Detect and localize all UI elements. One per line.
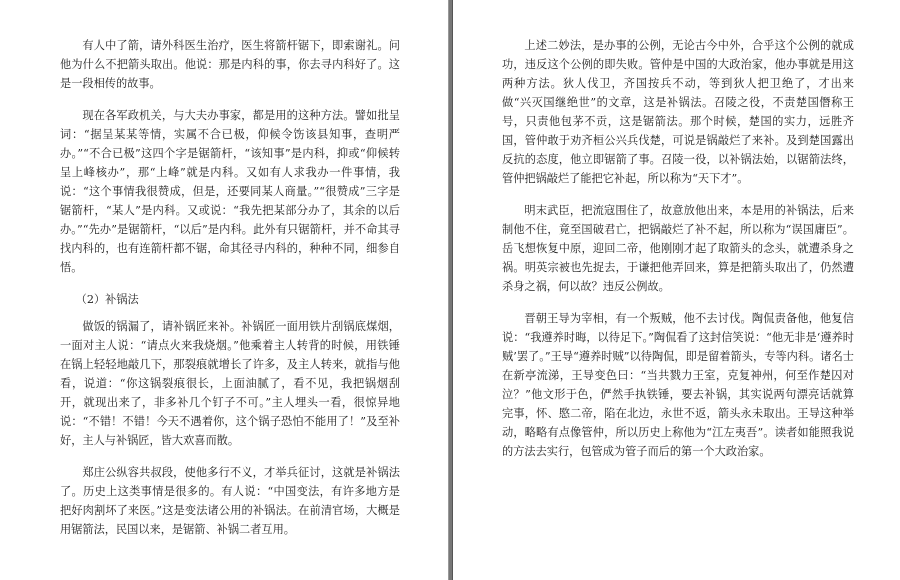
paragraph: 晋朝王导为宰相，有一个叛贼，他不去讨伐。陶侃责备他，他复信说：“我遵养时晦，以待足下。”陶侃看了这封信笑说：“他无非是‘遵养时贼’罢了。”王导“遵养时贼”以待陶侃，即是留着箭头，专等内科。诸名士在新亭流涕，王导变色曰：“当共戮力王室，克复神州，何至作楚囚对泣？”他文形于色，俨然手执铁锤，要去补锅，其实说两句漂亮话就算完事，怀、愍二帝，陷在北边，永世不返，箭头永未取出。王导这种举动，略略有点像管仲，所以历史上称他为“江左夷吾”。读者如能照我说的方法去实行，包管成为管子而后的第一个大政治家。 <box>502 312 854 458</box>
paragraph: 上述二妙法，是办事的公例，无论古今中外，合乎这个公例的就成功，违反这个公例的即失败。管仲是中国的大政治家，他办事就是用这两种方法。狄人伐卫，齐国按兵不动，等到狄人把卫绝了，才出来做“兴灭国继绝世”的文章，这是补锅法。召陵之役，不责楚国僭称王号，只责他包茅不贡，这是锯箭法。那个时候，楚国的实力，远胜齐国，管仲敢于劝齐桓公兴兵伐楚，可说是锅敲烂了来补。及到楚国露出反抗的态度，他立即锯箭了事。召陵一役，以补锅法始，以锯箭法终，管仲把锅敲烂了能把它补起，所以称为“天下才”。 <box>502 39 854 185</box>
left-page <box>0 0 448 580</box>
paragraph: 明末武臣，把流寇围住了，故意放他出来，本是用的补锅法，后来制他不住，竟至国破君亡，把锅敲烂了补不起，所以称为“误国庸臣”。岳飞想恢复中原，迎回二帝，他刚刚才起了取箭头的念头，就遭杀身之祸。明英宗被也先捉去，于谦把他弄回来，算是把箭头取出了，仍然遭杀身之祸，何以故？违反公例故。 <box>502 204 854 293</box>
page-divider <box>448 0 453 580</box>
right-page <box>454 0 900 580</box>
paragraph: 郑庄公纵容共叔段，使他多行不义，才举兵征讨，这就是补锅法了。历史上这类事情是很多的。有人说：“中国变法，有许多地方是把好肉割坏了来医。”这是变法诸公用的补锅法。在前清官场，大概是用锯箭法，民国以来，是锯箭、补锅二者互用。 <box>60 466 400 536</box>
paragraph: 做饭的锅漏了，请补锅匠来补。补锅匠一面用铁片刮锅底煤烟，一面对主人说：“请点火来我烧烟。”他乘着主人转背的时候，用铁锤在锅上轻轻地敲几下，那裂痕就增长了许多，及主人转来，就指与他看，说道：“你这锅裂痕很长，上面油腻了，看不见，我把锅烟刮开，就现出来了，非多补几个钉子不可。”主人埋头一看，很惊异地说：“不错！不错！今天不遇着你，这个锅子恐怕不能用了！”及至补好，主人与补锅匠，皆大欢喜而散。 <box>60 320 400 447</box>
section-heading: （2）补锅法 <box>75 293 139 306</box>
paragraph: 有人中了箭，请外科医生治疗，医生将箭杆锯下，即索谢礼。问他为什么不把箭头取出。他说：那是内科的事，你去寻内科好了。这是一段相传的故事。 <box>60 39 400 90</box>
paragraph: 现在各军政机关，与大夫办事家，都是用的这种方法。譬如批呈词：“据呈某某等情，实属不合已极，仰候令饬该县知事，查明严办。”“不合已极”这四个字是锯箭杆，“该知事”是内科，抑或“仰候转呈上峰核办”，那“上峰”就是内科。又如有人求我办一件事情，我说：“这个事情我很赞成，但是，还要同某人商量。”“很赞成”三字是锯箭杆，“某人”是内科。又或说：“我先把某部分办了，其余的以后办。”“先办”是锯箭杆，“以后”是内科。此外有只锯箭杆，并不命其寻找内科的，也有连箭杆都不锯，命其径寻内科的，种种不同，细参自悟。 <box>60 109 400 274</box>
